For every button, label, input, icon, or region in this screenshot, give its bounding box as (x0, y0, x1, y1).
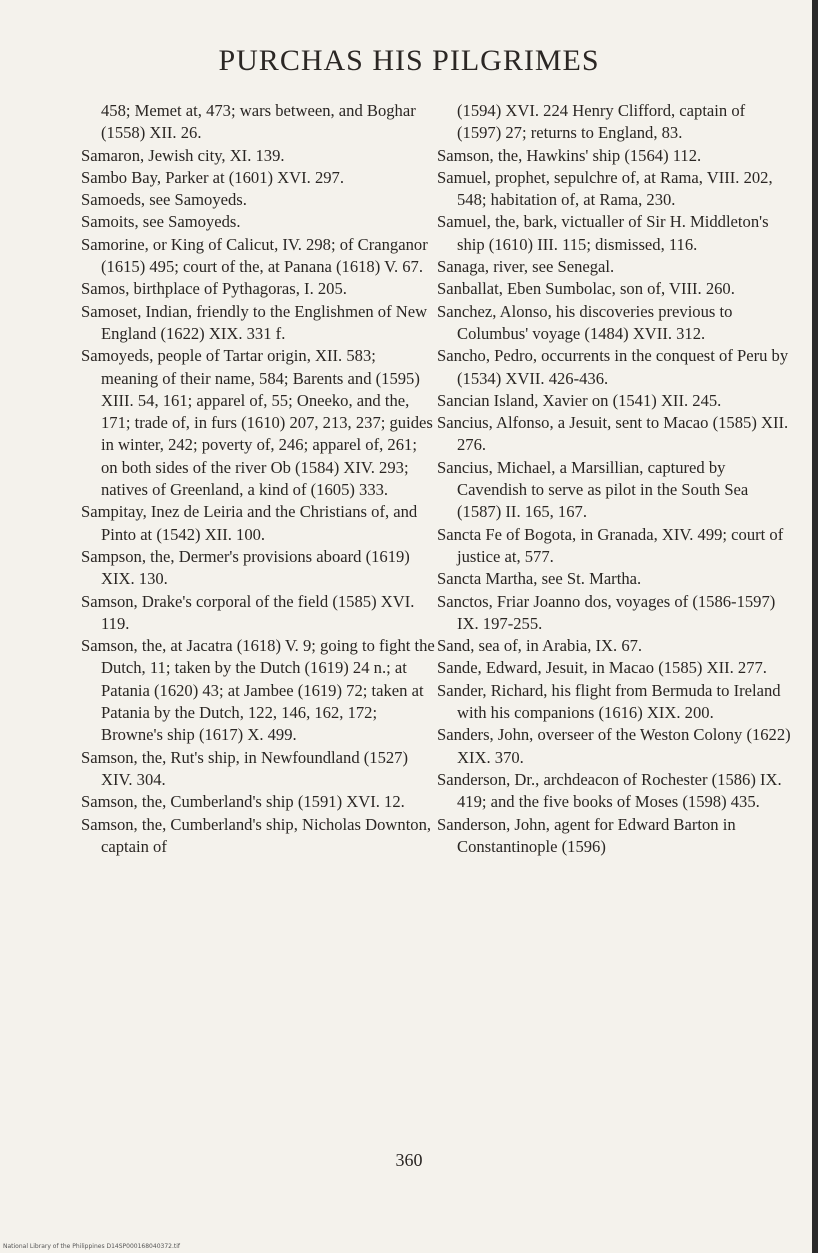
index-entry: Samuel, the, bark, victualler of Sir H. Middleton's ship (1610) III. 115; dismissed, 116. (437, 212, 769, 254)
index-entry: Samson, the, Cumberland's ship, Nicholas Downton, captain of (81, 814, 432, 856)
index-entry: (1594) XVI. 224 Henry Clifford, captain of (1597) 27; returns to England, 83. (457, 101, 746, 143)
index-entry: Sanballat, Eben Sumbolac, son of, VIII. 260. (437, 279, 735, 299)
index-entry: Samson, Drake's corporal of the field (1585) XVI. 119. (81, 591, 415, 633)
page-edge-shadow (812, 0, 818, 1253)
index-entry: Samson, the, Rut's ship, in Newfoundland (1527) XIV. 304. (81, 747, 409, 789)
index-entry: Sancta Fe of Bogota, in Granada, XIV. 499; court of justice at, 577. (437, 524, 784, 566)
index-entry: Sanchez, Alonso, his discoveries previous to Columbus' voyage (1484) XVII. 312. (437, 301, 733, 343)
index-entry: Sande, Edward, Jesuit, in Macao (1585) XII. 277. (437, 658, 767, 678)
index-entry: Sancho, Pedro, occurrents in the conquest of Peru by (1534) XVII. 426-436. (437, 346, 789, 388)
index-entry: Samoset, Indian, friendly to the Englishmen of New England (1622) XIX. 331 f. (81, 301, 428, 343)
index-entry: 458; Memet at, 473; wars between, and Boghar (1558) XII. 26. (101, 101, 416, 143)
index-entry: Sanders, John, overseer of the Weston Colony (1622) XIX. 370. (437, 725, 791, 767)
index-entry: Sampson, the, Dermer's provisions aboard (1619) XIX. 130. (81, 546, 410, 589)
index-entry: Samson, the, at Jacatra (1618) V. 9; going to fight the Dutch, 11; taken by the Dutch (1619) 24 n.; at Patania (1620) 43; at Jambee (1619) 72; taken at Patania by the Dutch, 122, 146, 162, 172; Browne's ship (1617) X. 499. (81, 636, 435, 745)
index-entry: Sanctos, Friar Joanno dos, voyages of (1586-1597) IX. 197-255. (437, 591, 776, 633)
index-entry: Samoyeds, people of Tartar origin, XII. 583; meaning of their name, 584; Barents and (1595) XIII. 54, 161; apparel of, 55; Oneeko, and the, 171; trade of, in furs (1610) 207, 213, 237; guides in winter, 242; poverty of, 246; apparel of, 261; on both sides of the river Ob (1584) XIV. 293; natives of Greenland, a kind of (1605) 333. (81, 346, 433, 500)
index-entry: Samson, the, Cumberland's ship (1591) XVI. 12. (81, 792, 405, 812)
index-entry: Sambo Bay, Parker at (1601) XVI. 297. (81, 167, 344, 187)
index-entry: Sancius, Alfonso, a Jesuit, sent to Macao (1585) XII. 276. (437, 413, 789, 455)
index-entry: Sancta Martha, see St. Martha. (437, 569, 642, 589)
index-column-right (437, 100, 792, 858)
index-entry: Samos, birthplace of Pythagoras, I. 205. (81, 279, 347, 299)
index-entry: Samson, the, Hawkins' ship (1564) 112. (437, 145, 702, 165)
index-entry: Samoeds, see Samoyeds. (81, 190, 247, 210)
page-number: 360 (395, 1150, 423, 1170)
index-entry: Sander, Richard, his flight from Bermuda to Ireland with his companions (1616) XIX. 200. (437, 680, 781, 723)
index-entry: Samaron, Jewish city, XI. 139. (81, 145, 285, 165)
page-title: PURCHAS HIS PILGRIMES (218, 44, 600, 77)
index-entry: Sand, sea of, in Arabia, IX. 67. (437, 636, 643, 656)
index-entry: Sancius, Michael, a Marsillian, captured by Cavendish to serve as pilot in the South Sea (1587) II. 165, 167. (437, 457, 749, 522)
index-column-left (81, 100, 436, 858)
index-entry: Sanderson, John, agent for Edward Barton in Constantinople (1596) (437, 814, 736, 856)
index-entry: Sanaga, river, see Senegal. (437, 257, 615, 277)
index-entry: Samoits, see Samoyeds. (81, 212, 241, 232)
index-entry: Sampitay, Inez de Leiria and the Christians of, and Pinto at (1542) XII. 100. (81, 502, 418, 544)
index-entry: Samuel, prophet, sepulchre of, at Rama, VIII. 202, 548; habitation of, at Rama, 230. (437, 167, 773, 210)
index-entry: Samorine, or King of Calicut, IV. 298; of Cranganor (1615) 495; court of the, at Panana (1618) V. 67. (81, 234, 428, 277)
index-entry: Sancian Island, Xavier on (1541) XII. 245. (437, 390, 722, 410)
scan-footer: National Library of the Philippines D14SP000168040372.tif (3, 1243, 181, 1250)
index-entry: Sanderson, Dr., archdeacon of Rochester (1586) IX. 419; and the five books of Moses (1598) 435. (437, 769, 782, 812)
